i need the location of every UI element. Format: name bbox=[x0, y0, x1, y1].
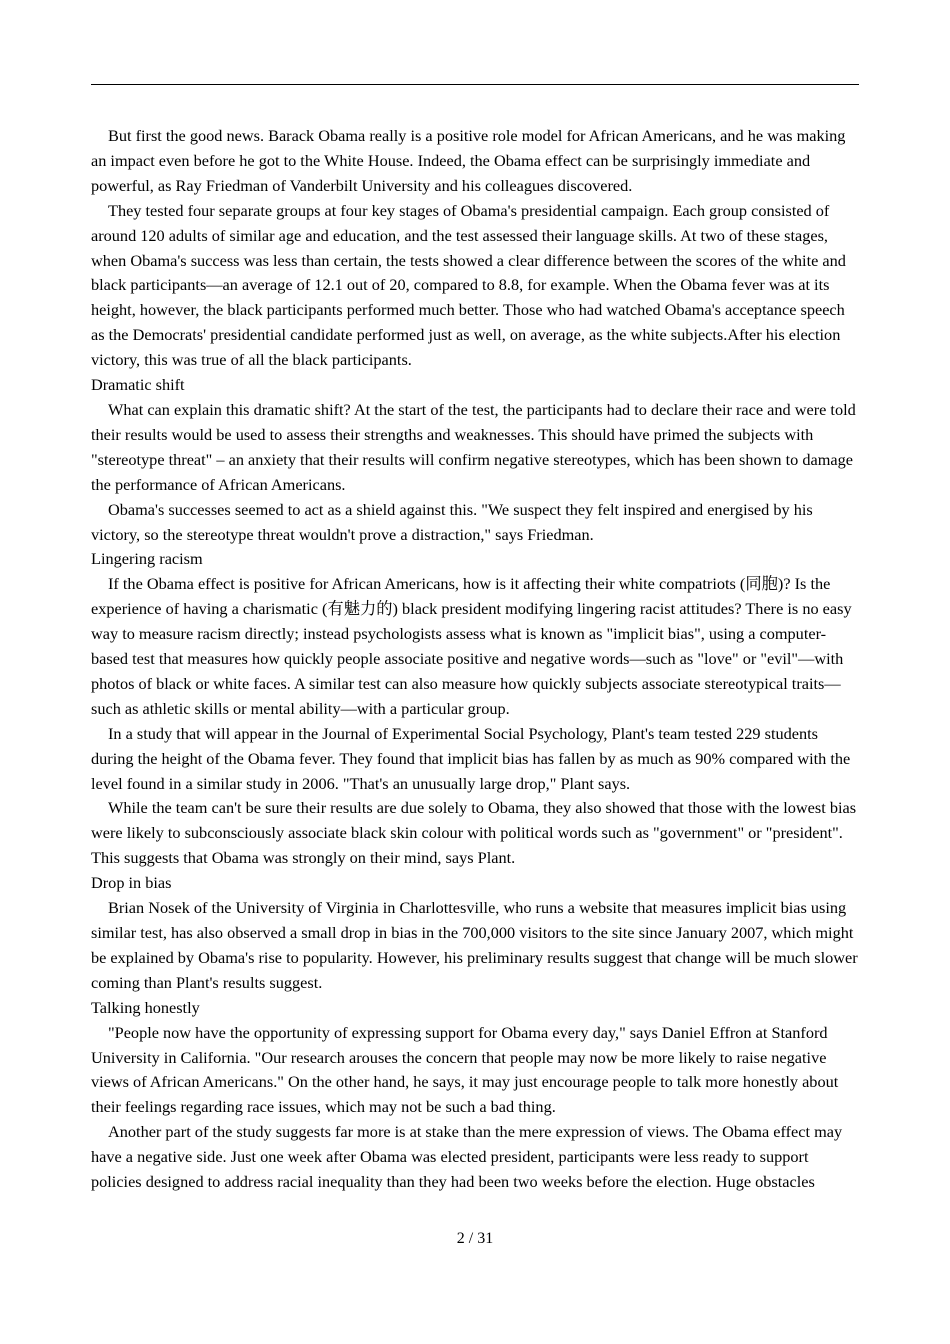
paragraph: Obama's successes seemed to act as a shield against this. "We suspect they felt inspired and energised by his victory, so the stereotype threat wouldn't prove a distraction," says Friedman. bbox=[91, 499, 813, 544]
section-heading: Talking honestly bbox=[91, 997, 200, 1017]
paragraph: What can explain this dramatic shift? At the start of the test, the participants had to declare their race and were told their results would be used to assess their strengths and weaknesses. This should have primed the subjects with "stereotype threat" – an anxiety that their results will confirm negative stereotypes, which has been shown to damage the performance of African Americans. bbox=[91, 399, 856, 494]
paragraph: But first the good news. Barack Obama really is a positive role model for African Americans, and he was making an impact even before he got to the White House. Indeed, the Obama effect can be surprisingly immediate and powerful, as Ray Friedman of Vanderbilt University and his colleagues discovered. bbox=[91, 126, 846, 195]
paragraph: If the Obama effect is positive for African Americans, how is it affecting their white compatriots (同胞)? Is the experience of having a charismatic (有魅力的) black president modifying lingering racist attitudes? There is no easy way to measure racism directly; instead psychologists assess what is known as "implicit bias", using a computer-based test that measures how quickly people associate positive and negative words—such as "love" or "evil"—with photos of black or white faces. A similar test can also measure how quickly subjects associate stereotypical traits—such as athletic skills or mental ability—with a particular group. bbox=[91, 574, 852, 718]
section-heading: Drop in bias bbox=[91, 873, 172, 893]
paragraph: In a study that will appear in the Journal of Experimental Social Psychology, Plant's team tested 229 students during the height of the Obama fever. They found that implicit bias has fallen by as much as 90% compared with the level found in a similar study in 2006. "That's an unusually large drop," Plant says. bbox=[91, 723, 851, 793]
paragraph: Brian Nosek of the University of Virginia in Charlottesville, who runs a website that measures implicit bias using similar test, has also observed a small drop in bias in the 700,000 visitors to the site since January 2007, which might be explained by Obama's rise to popularity. However, his preliminary results suggest that change will be much slower coming than Plant's results suggest. bbox=[91, 898, 858, 992]
paragraph: Another part of the study suggests far more is at stake than the mere expression of views. The Obama effect may have a negative side. Just one week after Obama was elected president, participants were less ready to support policies designed to address racial inequality than they had been two weeks before the election. Huge obstacles bbox=[91, 1122, 843, 1192]
paragraph: "People now have the opportunity of expressing support for Obama every day," says Daniel Effron at Stanford University in California. "Our research arouses the concern that people may now be more likely to raise negative views of African Americans." On the other hand, he says, it may just encourage people to talk more honestly about their feelings regarding race issues, which may not be such a bad thing. bbox=[91, 1022, 839, 1117]
page-number: 2 / 31 bbox=[456, 1230, 494, 1247]
paragraph: They tested four separate groups at four key stages of Obama's presidential campaign. Each group consisted of around 120 adults of similar age and education, and the test assessed their language skills. At two of these stages, when Obama's success was less than certain, the tests showed a clear difference between the scores of the white and black participants—an average of 12.1 out of 20, compared to 8.8, for example. When the Obama fever was at its height, however, the black participants performed much better. Those who had watched Obama's acceptance speech as the Democrats' presidential candidate performed just as well, on average, as the white subjects.After his election victory, this was true of all the black participants. bbox=[91, 200, 846, 370]
header-rule bbox=[91, 84, 859, 85]
section-heading: Dramatic shift bbox=[91, 375, 185, 395]
section-heading: Lingering racism bbox=[91, 549, 203, 569]
document-body bbox=[91, 124, 859, 1195]
paragraph: While the team can't be sure their results are due solely to Obama, they also showed that those with the lowest bias were likely to subconsciously associate black skin colour with political words such as "government" or "president". This suggests that Obama was strongly on their mind, says Plant. bbox=[91, 798, 857, 868]
